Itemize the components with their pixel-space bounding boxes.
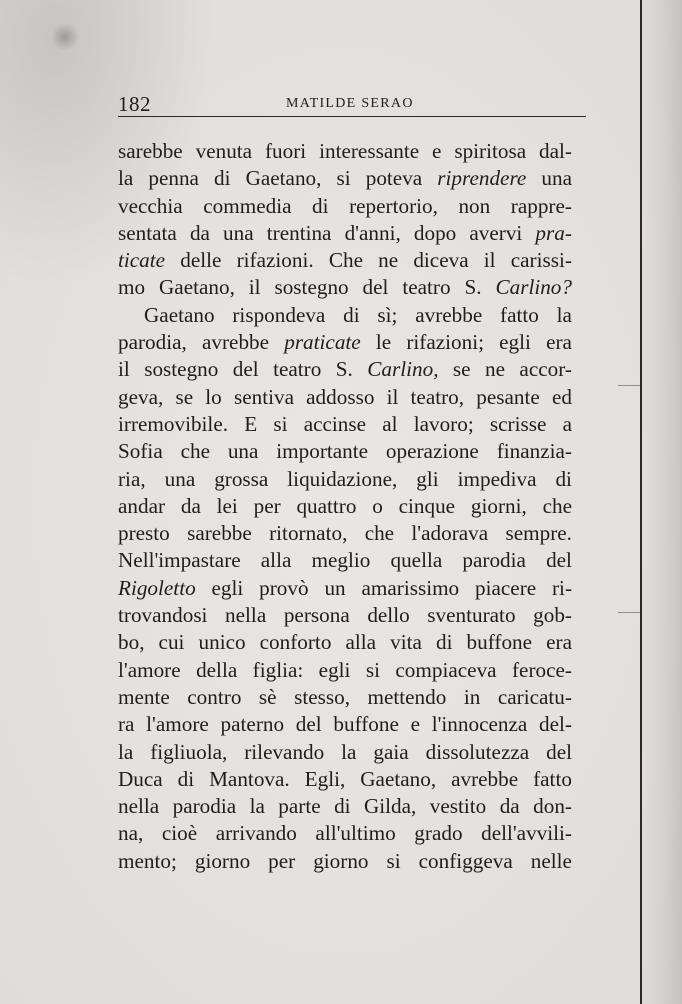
word: importante <box>276 439 369 464</box>
text-line <box>118 193 572 220</box>
word: addosso <box>306 384 375 409</box>
word: egli <box>211 575 244 600</box>
word: Gaetano, <box>360 766 437 791</box>
word: di <box>312 193 329 218</box>
text-line <box>118 820 572 847</box>
word: presto <box>118 521 170 546</box>
word: sentata <box>118 220 177 245</box>
word: avrebbe <box>451 766 519 791</box>
word: parodia <box>172 794 237 819</box>
word: contro <box>187 684 242 709</box>
text-line <box>118 629 572 656</box>
word: nella <box>118 794 160 819</box>
word: di <box>177 766 195 791</box>
page-edge <box>640 0 642 1004</box>
text-line <box>118 438 572 465</box>
word: dell'avvili- <box>481 821 572 846</box>
word: compiaceva <box>395 657 497 682</box>
word: rilevando <box>244 739 325 764</box>
word: lo <box>205 384 222 409</box>
word: egli <box>499 330 531 355</box>
word: operazione <box>385 439 479 464</box>
word: teatro <box>273 357 322 382</box>
text-line <box>118 793 572 820</box>
word: il <box>248 275 261 300</box>
word: Egli, <box>304 766 346 791</box>
word: il <box>386 384 399 409</box>
word: di <box>435 630 453 655</box>
word: mettendo <box>367 684 447 709</box>
word: buffone <box>333 712 399 737</box>
word: il <box>483 248 496 273</box>
word: ne <box>485 357 505 382</box>
word: giorno <box>313 848 369 873</box>
word: amarissimo <box>361 575 460 600</box>
word: pra- <box>535 220 572 245</box>
word: liquidazione, <box>287 466 398 491</box>
word: da <box>180 493 201 518</box>
word: da <box>499 794 520 819</box>
word: e <box>432 139 442 163</box>
word: E <box>244 411 258 436</box>
word: che <box>364 521 395 546</box>
word: Carlino? <box>495 275 572 300</box>
word: Gaetano <box>144 302 215 327</box>
word: la <box>118 739 134 764</box>
word: d'anni, <box>344 220 401 245</box>
word: provò <box>259 575 309 600</box>
word: fatto <box>500 302 539 327</box>
word: sventurato <box>427 603 516 628</box>
word: sostegno <box>144 357 219 382</box>
text-line <box>118 657 572 684</box>
word: o <box>372 493 383 518</box>
word: persona <box>283 603 350 628</box>
word: se <box>175 384 194 409</box>
word: la <box>118 166 134 191</box>
word: Duca <box>118 766 163 791</box>
word: di <box>555 466 572 491</box>
word: si <box>386 848 401 873</box>
running-head: MATILDE SERAO <box>286 96 414 111</box>
word: venuta <box>195 139 253 163</box>
text-line <box>118 220 572 247</box>
word: la <box>249 794 265 819</box>
word: alla <box>260 548 292 573</box>
text-line <box>118 302 572 329</box>
word: una <box>541 166 572 191</box>
word: dopo <box>413 220 457 245</box>
word: Rigoletto <box>118 575 196 600</box>
word: nella <box>225 603 267 628</box>
word: l'adorava <box>411 521 489 546</box>
word: configgeva <box>418 848 513 873</box>
word: all'ultimo <box>315 821 396 846</box>
word: un <box>324 575 346 600</box>
text-line <box>118 274 572 301</box>
word: rappre- <box>510 193 572 218</box>
word: cioè <box>161 821 198 846</box>
word: del <box>295 712 322 737</box>
text-line <box>118 739 572 766</box>
word: giorno <box>194 848 251 873</box>
word: rispondeva <box>232 302 326 327</box>
text-line <box>118 848 572 875</box>
word: lavoro; <box>413 411 474 436</box>
word: in <box>463 684 481 709</box>
word: vita <box>390 630 422 655</box>
word: figliuola, <box>150 739 228 764</box>
word: repertorio, <box>349 193 438 218</box>
body-text <box>118 138 572 875</box>
word: quella <box>390 548 443 573</box>
word: Gilda, <box>363 794 417 819</box>
word: e <box>410 712 420 737</box>
word: nelle <box>530 848 572 873</box>
word: del <box>546 739 572 764</box>
word: del <box>232 357 259 382</box>
text-line <box>118 493 572 520</box>
word: l'innocenza <box>431 712 528 737</box>
word: teatro <box>402 275 451 300</box>
word: del <box>546 548 572 573</box>
word: S. <box>464 275 482 300</box>
word: arrivando <box>215 821 297 846</box>
word: le <box>375 330 392 355</box>
word: cui <box>158 630 185 655</box>
word: S. <box>335 357 353 382</box>
word: si <box>365 657 380 682</box>
word: mente <box>118 684 170 709</box>
word: dal- <box>539 139 572 163</box>
word: accinse <box>303 411 367 436</box>
word: al <box>382 411 398 436</box>
word: di <box>214 166 231 191</box>
word: fuori <box>265 139 307 163</box>
word: una <box>164 466 196 491</box>
word: il <box>118 357 130 382</box>
word: trentina <box>266 220 332 245</box>
word: la <box>556 302 572 327</box>
word: na, <box>118 821 144 846</box>
word: poteva <box>365 166 423 191</box>
page-header <box>118 90 586 117</box>
word: geva, <box>118 384 164 409</box>
word: impediva <box>457 466 537 491</box>
word: ra <box>118 712 135 737</box>
paper-stain <box>52 22 78 52</box>
word: vecchia <box>118 193 183 218</box>
word: praticate <box>284 330 361 355</box>
word: stesso, <box>294 684 350 709</box>
word: la <box>341 739 357 764</box>
word: ri- <box>552 575 572 600</box>
text-line <box>118 329 572 356</box>
word: ticate <box>118 248 166 273</box>
text-line <box>118 684 572 711</box>
word: sì; <box>377 302 398 327</box>
word: che <box>542 493 572 518</box>
word: commedia <box>203 193 292 218</box>
word: sentiva <box>233 384 294 409</box>
word: se <box>452 357 471 382</box>
word: Gaetano, <box>245 166 322 191</box>
word: rifazioni. <box>236 248 314 273</box>
word: parte <box>278 794 321 819</box>
word: unico <box>198 630 246 655</box>
word: gob- <box>533 603 572 628</box>
word: parodia <box>462 548 526 573</box>
word: penna <box>148 166 199 191</box>
word: vestito <box>429 794 487 819</box>
word: dello <box>367 603 410 628</box>
text-line <box>118 466 572 493</box>
word: diceva <box>413 248 469 273</box>
text-line <box>118 766 572 793</box>
word: una <box>223 220 254 245</box>
word: ritornato, <box>269 521 348 546</box>
text-line <box>118 411 572 438</box>
word: accor- <box>519 357 572 382</box>
word: don- <box>533 794 572 819</box>
word: riprendere <box>437 166 527 191</box>
word: Nell'impastare <box>118 548 241 573</box>
word: piacere <box>475 575 537 600</box>
text-line <box>118 575 572 602</box>
word: Gaetano, <box>158 275 235 300</box>
word: mento; <box>118 848 177 873</box>
text-line <box>118 711 572 738</box>
word: di <box>334 794 351 819</box>
word: andar <box>118 493 166 518</box>
text-line <box>118 602 572 629</box>
word: del- <box>539 712 572 737</box>
word: di <box>343 302 360 327</box>
word: sempre. <box>505 521 572 546</box>
word: Carlino, <box>367 357 439 382</box>
word: bo, <box>118 630 145 655</box>
word: grossa <box>214 466 269 491</box>
word: finanzia- <box>496 439 572 464</box>
text-line <box>118 547 572 574</box>
word: egli <box>318 657 351 682</box>
margin-mark <box>618 612 640 613</box>
word: era <box>546 630 572 655</box>
word: trovandosi <box>118 603 208 628</box>
word: avrebbe <box>415 302 483 327</box>
word: rifazioni; <box>406 330 484 355</box>
word: da <box>189 220 210 245</box>
text-line <box>118 520 572 547</box>
word: carissi- <box>510 248 572 273</box>
word: ria, <box>118 466 146 491</box>
word: giorni, <box>470 493 527 518</box>
word: fatto <box>533 766 572 791</box>
word: avervi <box>469 220 523 245</box>
page-number: 182 <box>118 92 151 116</box>
word: scrisse <box>489 411 547 436</box>
word: quattro <box>296 493 357 518</box>
word: della <box>196 657 238 682</box>
word: cinque <box>398 493 456 518</box>
word: sarebbe <box>187 521 252 546</box>
word: teatro, <box>410 384 465 409</box>
text-line <box>118 138 572 165</box>
word: avrebbe <box>202 330 270 355</box>
word: caricatu- <box>497 684 572 709</box>
text-line <box>118 247 572 274</box>
word: era <box>546 330 572 355</box>
word: meglio <box>311 548 371 573</box>
word: a <box>562 411 572 436</box>
word: sostegno <box>274 275 349 300</box>
word: Che <box>328 248 363 273</box>
word: Sofia <box>118 439 163 464</box>
word: sè <box>258 684 277 709</box>
word: grado <box>414 821 463 846</box>
word: conforto <box>259 630 332 655</box>
word: si <box>273 411 288 436</box>
word: feroce- <box>511 657 572 682</box>
word: spiritosa <box>454 139 527 163</box>
word: parodia, <box>118 330 187 355</box>
word: alla <box>345 630 377 655</box>
word: l'amore <box>146 712 209 737</box>
word: ed <box>551 384 572 409</box>
word: pesante <box>476 384 540 409</box>
text-line <box>118 384 572 411</box>
word: figlia: <box>252 657 304 682</box>
word: irremovibile. <box>118 411 229 436</box>
word: mo <box>118 275 146 300</box>
word: delle <box>180 248 222 273</box>
word: gaia <box>373 739 409 764</box>
word: sarebbe <box>118 139 183 163</box>
word: Mantova. <box>209 766 290 791</box>
word: per <box>268 848 296 873</box>
word: del <box>362 275 389 300</box>
word: l'amore <box>118 657 181 682</box>
word: non <box>458 193 491 218</box>
word: paterno <box>220 712 285 737</box>
word: interessante <box>319 139 420 163</box>
word: dissolutezza <box>425 739 530 764</box>
word: una <box>227 439 259 464</box>
text-line <box>118 356 572 383</box>
word: per <box>253 493 281 518</box>
word: ne <box>378 248 399 273</box>
word: gli <box>416 466 439 491</box>
word: buffone <box>466 630 533 655</box>
word: che <box>180 439 210 464</box>
word: si <box>336 166 351 191</box>
margin-mark <box>618 385 640 386</box>
word: lei <box>216 493 238 518</box>
page-shadow <box>638 0 682 1004</box>
text-line <box>118 165 572 192</box>
